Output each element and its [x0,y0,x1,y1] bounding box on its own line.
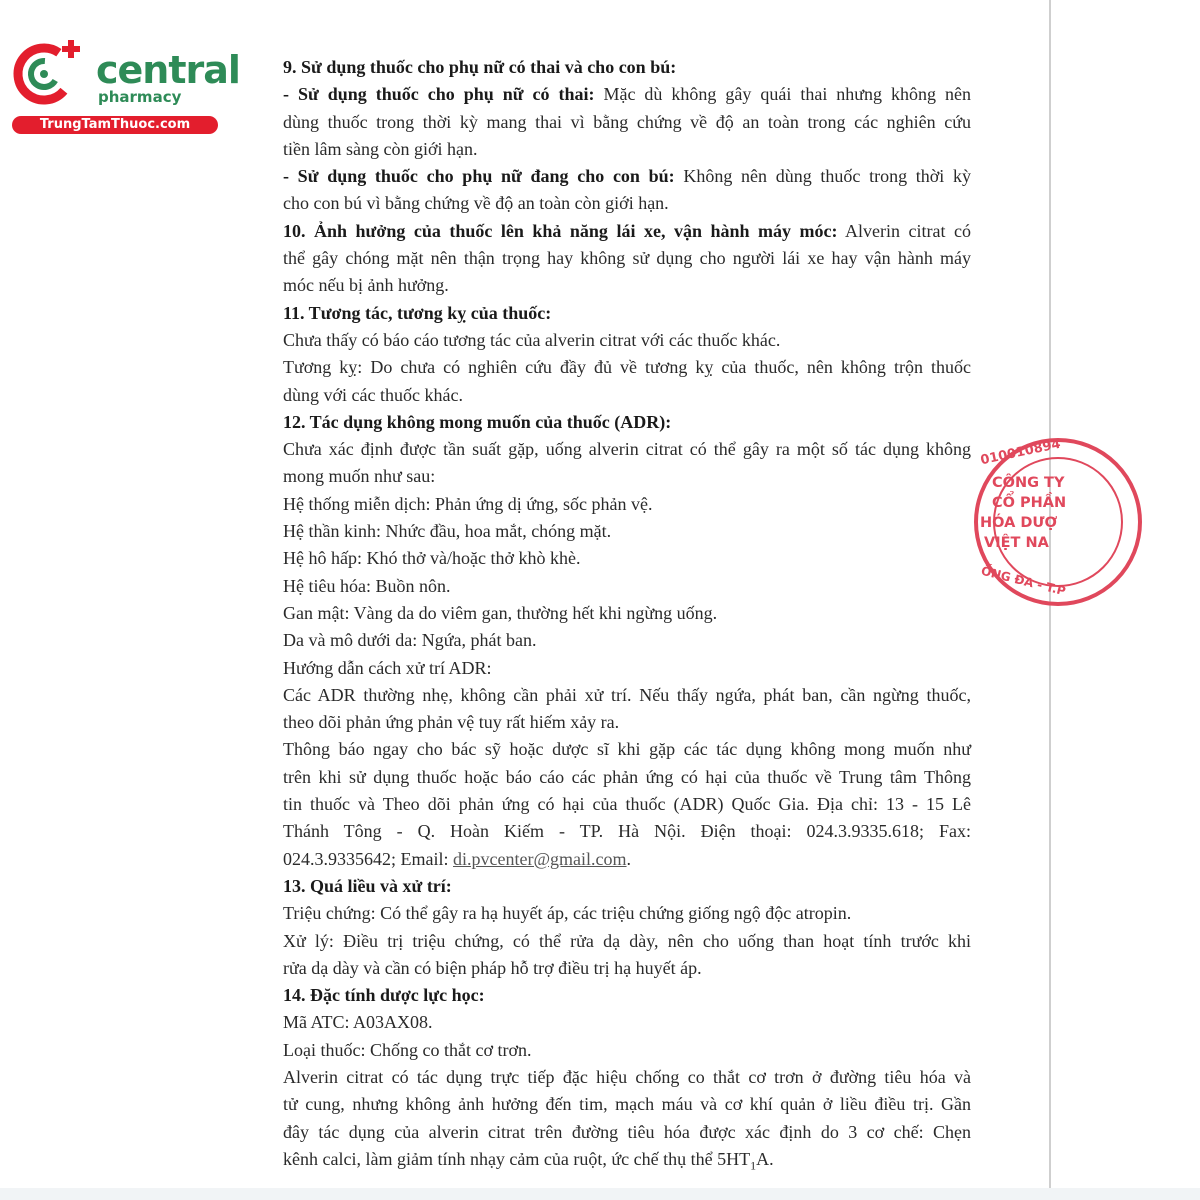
text-line: tiền lâm sàng còn giới hạn. [283,138,478,159]
section-12-title: 12. Tác dụng không mong muốn của thuốc (ADR): [283,411,672,432]
text-line: Alverin citrat có tác dụng trực tiếp đặc hiệu chống co thắt cơ trơn ở đường tiêu hóa và [283,1066,971,1087]
text-line: Triệu chứng: Có thể gây ra hạ huyết áp, các triệu chứng giống ngộ độc atropin. [283,903,852,924]
fax-email-text: 024.3.9335642; Email: [283,848,453,869]
text-line: Hệ thần kinh: Nhức đầu, hoa mắt, chóng mặt. [283,521,612,542]
stamp-bottom-text: ỐNG ĐA - T.P [979,563,1068,599]
section-10-label: 10. Ảnh hưởng của thuốc lên khả năng lái xe, vận hành máy móc: [283,220,838,241]
stamp-line-3: HÓA DƯỢ [980,515,1058,531]
stamp-line-4: VIỆT NA [984,535,1049,551]
section-10-title [283,218,971,245]
text-line: đây tác dụng của alverin citrat trên đường tiêu hóa được xác định do 3 cơ chế: Chẹn [283,1121,971,1142]
lactation-label: - Sử dụng thuốc cho phụ nữ đang cho con bú: [283,166,675,187]
lactation-text: Không nên dùng thuốc trong thời kỳ [674,166,971,187]
logo-website-badge[interactable]: TrungTamThuoc.com [12,116,218,134]
text-line: Mã ATC: A03AX08. [283,1012,433,1033]
text-line: dùng thuốc trong thời kỳ mang thai vì bằng chứng về độ an toàn trong các nghiên cứu [283,111,971,132]
text-line: cho con bú vì bằng chứng về độ an toàn còn giới hạn. [283,193,669,214]
text-line: Các ADR thường nhẹ, không cần phải xử trí. Nếu thấy ngứa, phát ban, cần ngừng thuốc, [283,684,971,705]
section-14-title: 14. Đặc tính dược lực học: [283,985,485,1006]
company-stamp [972,432,1068,612]
subscript-text: 1 [750,1158,757,1173]
text-line: dùng với các thuốc khác. [283,384,463,405]
text-line: Thông báo ngay cho bác sỹ hoặc dược sĩ khi gặp các tác dụng không mong muốn như [283,739,971,760]
mechanism-text: kênh calci, làm giảm tính nhạy cảm của ruột, ức chế thụ thể 5HT [283,1148,751,1169]
text-line: Hướng dẫn cách xử trí ADR: [283,657,492,678]
stamp-number: 010010894 [979,436,1062,469]
text-line: Hệ tiêu hóa: Buồn nôn. [283,575,451,596]
text-line: Da và mô dưới da: Ngứa, phát ban. [283,630,537,651]
text-line: Chưa xác định được tần suất gặp, uống alverin citrat có thể gây ra một số tác dụng không [283,439,971,460]
logo-brand: central [96,48,240,92]
section-9-pregnancy [283,81,971,108]
text-line: tin thuốc và Theo dõi phản ứng có hại của thuốc (ADR) Quốc Gia. Địa chỉ: 13 - 15 Lê [283,794,971,815]
text-line: Xử lý: Điều trị triệu chứng, có thể rửa dạ dày, nên cho uống than hoạt tính trước khi [283,930,971,951]
stamp-line-1: CÔNG TY [992,475,1065,491]
text-line [283,846,971,873]
central-pharmacy-logo[interactable] [10,38,240,138]
text-line: Loại thuốc: Chống co thắt cơ trơn. [283,1039,532,1060]
text-line: rửa dạ dày và cần có biện pháp hỗ trợ điều trị hạ huyết áp. [283,957,702,978]
email-link[interactable]: di.pvcenter@gmail.com [453,848,627,869]
stamp-line-2: CỔ PHẦN [992,495,1067,511]
text-line: móc nếu bị ảnh hưởng. [283,275,449,296]
text-line: Gan mật: Vàng da do viêm gan, thường hết khi ngừng uống. [283,602,718,623]
section-10-text: Alverin citrat có [837,220,971,241]
text-line [283,1146,971,1173]
section-9-title: 9. Sử dụng thuốc cho phụ nữ có thai và cho con bú: [283,57,677,77]
text-line: Tương kỵ: Do chưa có nghiên cứu đầy đủ về tương kỵ của thuốc, nên không trộn thuốc [283,357,971,378]
text-line: Chưa thấy có báo cáo tương tác của alverin citrat với các thuốc khác. [283,329,781,350]
section-11-title: 11. Tương tác, tương kỵ của thuốc: [283,302,552,323]
pregnancy-label: - Sử dụng thuốc cho phụ nữ có thai: [283,84,595,105]
text-line: Hệ hô hấp: Khó thở và/hoặc thở khò khè. [283,548,581,569]
text-line: Hệ thống miễn dịch: Phản ứng dị ứng, sốc phản vệ. [283,493,653,514]
text-line: trên khi sử dụng thuốc hoặc báo cáo các phản ứng có hại của thuốc về Trung tâm Thông [283,766,971,787]
text-line: thể gây chóng mặt nên thận trọng hay không sử dụng cho người lái xe hay vận hành máy [283,248,971,269]
period-text: . [626,848,632,869]
document-body [283,54,971,1173]
text-line: Thánh Tông - Q. Hoàn Kiếm - TP. Hà Nội. Điện thoại: 024.3.9335.618; Fax: [283,821,971,842]
pharmacy-logo-icon [10,38,94,116]
page-bottom-shade [0,1188,1200,1200]
logo-subtitle: pharmacy [98,88,182,106]
section-13-title: 13. Quá liều và xử trí: [283,875,452,896]
mechanism-end-text: A. [756,1148,774,1169]
section-9-lactation [283,163,971,190]
text-line: mong muốn như sau: [283,466,436,487]
text-line: tử cung, nhưng không ảnh hưởng đến tim, mạch máu và cơ khí quản ở liều điều trị. Gần [283,1094,971,1115]
text-line: theo dõi phản ứng phản vệ tuy rất hiếm xảy ra. [283,712,620,733]
pregnancy-text: Mặc dù không gây quái thai nhưng không nên [594,84,971,105]
